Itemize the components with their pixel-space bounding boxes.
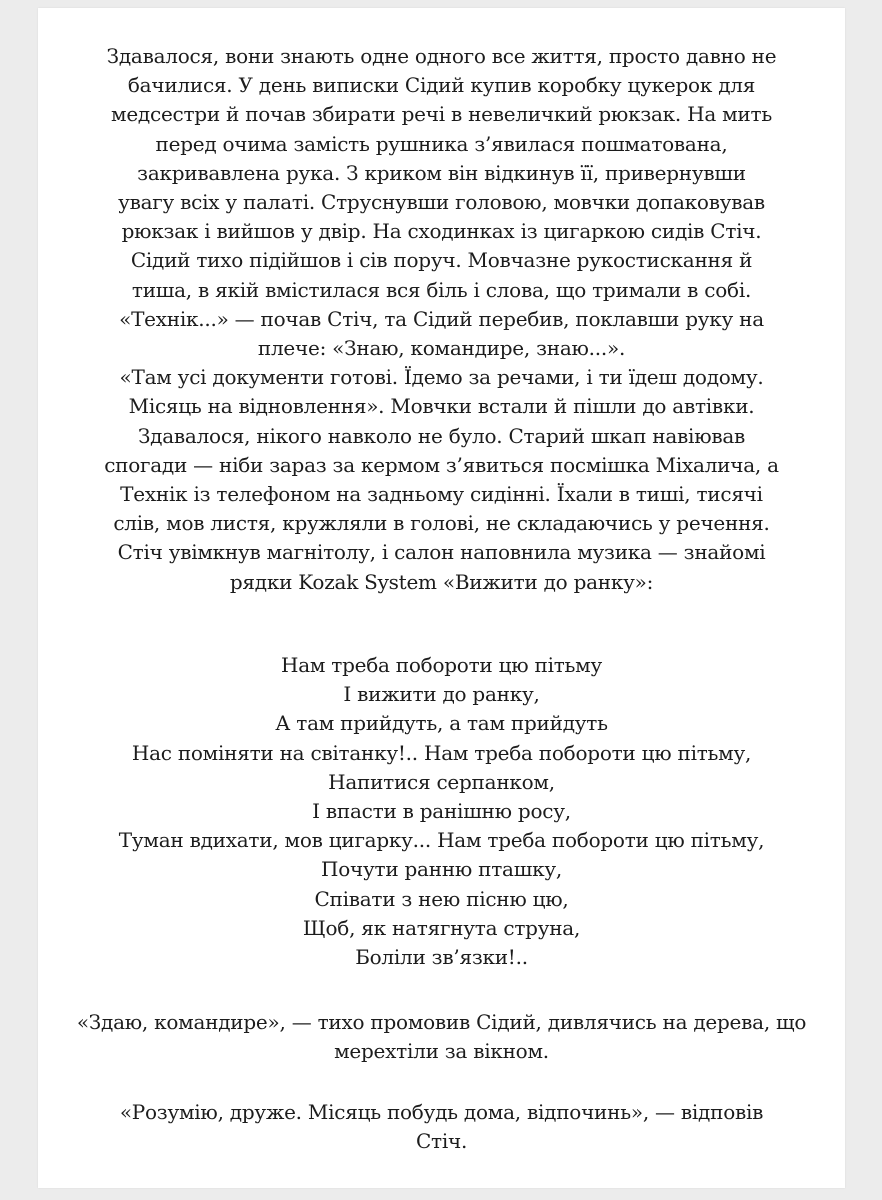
text-line: закривавлена рука. З криком він відкинув її, привернувши [137, 160, 746, 185]
lyric-line: І вижити до ранку, [343, 682, 540, 707]
text-line: плече: «Знаю, командире, знаю...». [257, 336, 626, 361]
lyric-line: Напитися серпанком, [328, 769, 555, 794]
text-line: Здавалося, вони знають одне одного все життя, просто давно не [106, 44, 777, 68]
lyric-line: Боліли зв’язки!.. [355, 945, 528, 970]
story-paragraph [38, 42, 845, 597]
lyric-line: Щоб, як натягнута струна, [302, 915, 581, 940]
song-lyrics [38, 651, 845, 972]
lyric-line: Туман вдихати, мов цигарку... Нам треба побороти цю пітьму, [118, 828, 765, 853]
dialogue-paragraph [38, 1008, 845, 1066]
text-line: Стіч. [415, 1129, 468, 1154]
text-line: рядки Kozak System «Вижити до ранку»: [229, 569, 654, 594]
text-line: «Розумію, друже. Місяць побудь дома, відпочинь», — відповів [119, 1100, 764, 1124]
text-line: спогади — ніби зараз за кермом з’явиться посмішка Міхалича, а [104, 452, 779, 477]
lyric-line: Нас поміняти на світанку!.. Нам треба побороти цю пітьму, [131, 740, 752, 765]
text-line: бачилися. У день виписки Сідий купив коробку цукерок для [127, 73, 756, 98]
text-line: мерехтіли за вікном. [334, 1039, 549, 1064]
dialogue-paragraph [38, 1098, 845, 1156]
lyric-line: Почути ранню пташку, [321, 857, 562, 882]
text-line: Місяць на відновлення». Мовчки встали й пішли до автівки. [128, 394, 755, 419]
lyric-line: А там прийдуть, а там прийдуть [275, 711, 608, 736]
text-line: Здавалося, нікого навколо не було. Старий шкап навіював [137, 423, 746, 448]
text-line: «Здаю, командире», — тихо промовив Сідий, дивлячись на дерева, що [76, 1010, 807, 1034]
text-line: рюкзак і вийшов у двір. На сходинках із цигаркою сидів Стіч. [121, 219, 762, 244]
text-line: «Там усі документи готові. Їдемо за речами, і ти їдеш додому. [119, 365, 764, 390]
text-line: Сідий тихо підійшов і сів поруч. Мовчазне рукостискання й [130, 248, 753, 273]
text-line: Стіч увімкнув магнітолу, і салон наповнила музика — знайомі [117, 540, 766, 565]
lyric-line: І впасти в ранішню росу, [312, 799, 571, 824]
text-line: Технік із телефоном на задньому сидінні. Їхали в тиші, тисячі [120, 482, 763, 507]
lyric-line: Нам треба побороти цю пітьму [281, 653, 602, 677]
text-line: увагу всіх у палаті. Струснувши головою, мовчки допаковував [118, 190, 765, 215]
text-line: перед очима замість рушника з’явилася пошматована, [155, 131, 728, 156]
text-line: слів, мов листя, кружляли в голові, не складаючись у речення. [113, 511, 770, 536]
text-line: тиша, в якій вмістилася вся біль і слова, що тримали в собі. [131, 277, 752, 302]
text-line: «Технік...» — почав Стіч, та Сідий перебив, поклавши руку на [119, 306, 764, 331]
lyric-line: Співати з нею пісню цю, [314, 886, 569, 911]
text-line: медсестри й почав збирати речі в невеличкий рюкзак. На мить [111, 102, 772, 127]
document-page [38, 8, 845, 1188]
